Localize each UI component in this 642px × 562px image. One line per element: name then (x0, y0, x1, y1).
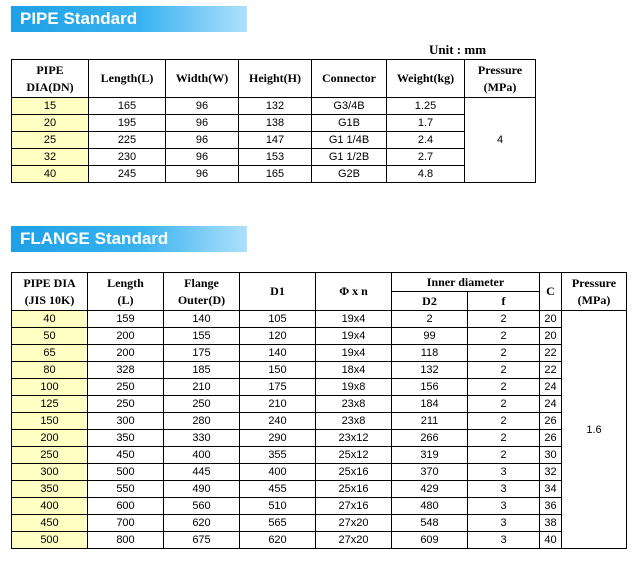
flange-d1-header: D1 (240, 273, 316, 311)
flange-d2-cell: 99 (392, 328, 468, 345)
pipe-width-header: Width(W) (166, 60, 239, 98)
flange-d2-cell: 2 (392, 311, 468, 328)
pipe-weight-cell: 2.7 (387, 149, 465, 166)
pipe-pressure-header (465, 60, 536, 98)
flange-dia-cell: 200 (12, 430, 88, 447)
flange-dia-header-line1: PIPE DIA (23, 275, 76, 290)
flange-f-cell: 2 (468, 447, 540, 464)
flange-pressure-cell: 1.6 (562, 311, 627, 549)
flange-pressure-header-line1: Pressure (571, 275, 617, 290)
flange-f-cell: 2 (468, 430, 540, 447)
pipe-dn-header (12, 60, 89, 98)
flange-c-cell: 22 (540, 362, 562, 379)
flange-dia-cell: 300 (12, 464, 88, 481)
flange-f-cell: 3 (468, 532, 540, 549)
flange-length-cell: 450 (88, 447, 164, 464)
flange-d2-cell: 480 (392, 498, 468, 515)
pipe-width-cell: 96 (166, 115, 239, 132)
flange-c-cell: 32 (540, 464, 562, 481)
pipe-standard-table (11, 59, 536, 183)
flange-dia-cell: 400 (12, 498, 88, 515)
table-row (12, 115, 536, 132)
flange-d2-cell: 132 (392, 362, 468, 379)
flange-d1-cell: 210 (240, 396, 316, 413)
flange-dia-cell: 80 (12, 362, 88, 379)
flange-f-cell: 2 (468, 345, 540, 362)
pipe-pressure-cell: 4 (465, 98, 536, 183)
pipe-connector-cell: G1B (312, 115, 387, 132)
flange-outer-cell: 675 (164, 532, 240, 549)
flange-f-cell: 2 (468, 311, 540, 328)
flange-length-cell: 700 (88, 515, 164, 532)
flange-length-cell: 350 (88, 430, 164, 447)
flange-c-cell: 38 (540, 515, 562, 532)
flange-dia-cell: 50 (12, 328, 88, 345)
table-row (12, 149, 536, 166)
flange-d1-cell: 240 (240, 413, 316, 430)
table-row (12, 464, 627, 481)
flange-d1-cell: 290 (240, 430, 316, 447)
flange-d2-cell: 429 (392, 481, 468, 498)
pipe-standard-title: PIPE Standard (11, 6, 247, 32)
flange-d1-cell: 355 (240, 447, 316, 464)
flange-phi-cell: 19x8 (316, 379, 392, 396)
flange-outer-header-line1: Flange (184, 275, 219, 290)
flange-standard-title: FLANGE Standard (11, 226, 247, 252)
table-row (12, 379, 627, 396)
flange-c-cell: 34 (540, 481, 562, 498)
flange-c-header: C (540, 273, 562, 311)
flange-dia-cell: 100 (12, 379, 88, 396)
table-row (12, 481, 627, 498)
pipe-length-cell: 230 (89, 149, 166, 166)
flange-c-cell: 24 (540, 379, 562, 396)
pipe-dn-cell: 25 (12, 132, 89, 149)
pipe-pressure-header-line2: (MPa) (483, 79, 517, 94)
flange-outer-cell: 140 (164, 311, 240, 328)
pipe-connector-cell: G1 1/2B (312, 149, 387, 166)
flange-outer-cell: 445 (164, 464, 240, 481)
flange-inner-diameter-header: Inner diameter (392, 273, 540, 292)
flange-f-cell: 2 (468, 379, 540, 396)
flange-phi-cell: 25x16 (316, 464, 392, 481)
flange-length-cell: 500 (88, 464, 164, 481)
flange-dia-cell: 65 (12, 345, 88, 362)
pipe-width-cell: 96 (166, 132, 239, 149)
table-row (12, 311, 627, 328)
table-row (12, 447, 627, 464)
flange-phi-cell: 19x4 (316, 311, 392, 328)
flange-f-cell: 3 (468, 481, 540, 498)
flange-d2-header: D2 (392, 292, 468, 311)
flange-outer-cell: 185 (164, 362, 240, 379)
table-row (12, 515, 627, 532)
flange-phi-cell: 23x12 (316, 430, 392, 447)
flange-length-header-line1: Length (107, 275, 144, 290)
flange-dia-cell: 250 (12, 447, 88, 464)
flange-d1-cell: 620 (240, 532, 316, 549)
pipe-table-body (12, 98, 536, 183)
flange-phi-cell: 23x8 (316, 413, 392, 430)
flange-phi-cell: 27x20 (316, 532, 392, 549)
flange-d2-cell: 319 (392, 447, 468, 464)
flange-standard-table (11, 272, 627, 549)
flange-d1-cell: 565 (240, 515, 316, 532)
flange-c-cell: 36 (540, 498, 562, 515)
pipe-dn-cell: 15 (12, 98, 89, 115)
flange-d2-cell: 118 (392, 345, 468, 362)
flange-c-cell: 26 (540, 430, 562, 447)
flange-d2-cell: 548 (392, 515, 468, 532)
flange-c-cell: 40 (540, 532, 562, 549)
flange-outer-cell: 280 (164, 413, 240, 430)
pipe-length-cell: 195 (89, 115, 166, 132)
flange-d1-cell: 140 (240, 345, 316, 362)
pipe-length-cell: 245 (89, 166, 166, 183)
unit-label: Unit : mm (429, 42, 487, 57)
flange-outer-cell: 400 (164, 447, 240, 464)
flange-table-body (12, 311, 627, 549)
pipe-dn-cell: 20 (12, 115, 89, 132)
flange-outer-cell: 155 (164, 328, 240, 345)
pipe-length-header: Length(L) (89, 60, 166, 98)
pipe-dn-header-line2: DIA(DN) (26, 79, 74, 94)
flange-phi-cell: 19x4 (316, 345, 392, 362)
flange-outer-cell: 620 (164, 515, 240, 532)
flange-d1-cell: 150 (240, 362, 316, 379)
flange-d2-cell: 609 (392, 532, 468, 549)
flange-d1-cell: 400 (240, 464, 316, 481)
pipe-weight-header: Weight(kg) (387, 60, 465, 98)
flange-dia-cell: 350 (12, 481, 88, 498)
flange-outer-header-line2: Outer(D) (177, 292, 226, 307)
table-row (12, 498, 627, 515)
flange-dia-cell: 150 (12, 413, 88, 430)
flange-d2-cell: 156 (392, 379, 468, 396)
flange-length-cell: 600 (88, 498, 164, 515)
table-row (12, 132, 536, 149)
flange-length-header-line2: (L) (117, 292, 134, 307)
table-row (12, 166, 536, 183)
pipe-height-cell: 153 (239, 149, 312, 166)
pipe-height-cell: 147 (239, 132, 312, 149)
flange-length-cell: 550 (88, 481, 164, 498)
flange-outer-cell: 250 (164, 396, 240, 413)
flange-d1-cell: 455 (240, 481, 316, 498)
table-row (12, 413, 627, 430)
pipe-width-cell: 96 (166, 149, 239, 166)
flange-phi-cell: 19x4 (316, 328, 392, 345)
pipe-connector-cell: G2B (312, 166, 387, 183)
table-row (12, 328, 627, 345)
flange-phi-cell: 27x20 (316, 515, 392, 532)
pipe-connector-cell: G1 1/4B (312, 132, 387, 149)
flange-f-cell: 3 (468, 464, 540, 481)
flange-c-cell: 30 (540, 447, 562, 464)
flange-dia-header (12, 273, 88, 311)
flange-outer-cell: 560 (164, 498, 240, 515)
flange-outer-cell: 175 (164, 345, 240, 362)
pipe-connector-cell: G3/4B (312, 98, 387, 115)
flange-phi-cell: 27x16 (316, 498, 392, 515)
flange-header-row-1 (12, 273, 627, 292)
flange-length-cell: 250 (88, 379, 164, 396)
flange-phi-header: Φ x n (316, 273, 392, 311)
flange-c-cell: 22 (540, 345, 562, 362)
flange-phi-cell: 23x8 (316, 396, 392, 413)
pipe-height-cell: 132 (239, 98, 312, 115)
flange-d1-cell: 105 (240, 311, 316, 328)
pipe-dn-cell: 32 (12, 149, 89, 166)
flange-length-cell: 328 (88, 362, 164, 379)
flange-outer-cell: 490 (164, 481, 240, 498)
flange-phi-cell: 25x12 (316, 447, 392, 464)
flange-length-cell: 300 (88, 413, 164, 430)
flange-outer-cell: 210 (164, 379, 240, 396)
pipe-dn-header-line1: PIPE (36, 62, 64, 77)
flange-c-cell: 26 (540, 413, 562, 430)
flange-length-cell: 800 (88, 532, 164, 549)
flange-pressure-header (562, 273, 627, 311)
flange-outer-header (164, 273, 240, 311)
pipe-length-cell: 225 (89, 132, 166, 149)
flange-d2-cell: 370 (392, 464, 468, 481)
flange-length-header (88, 273, 164, 311)
pipe-pressure-header-line1: Pressure (477, 62, 523, 77)
flange-length-cell: 250 (88, 396, 164, 413)
flange-length-cell: 200 (88, 345, 164, 362)
flange-d1-cell: 120 (240, 328, 316, 345)
pipe-dn-cell: 40 (12, 166, 89, 183)
table-row (12, 362, 627, 379)
flange-d2-cell: 184 (392, 396, 468, 413)
flange-dia-cell: 450 (12, 515, 88, 532)
pipe-weight-cell: 4.8 (387, 166, 465, 183)
flange-f-cell: 2 (468, 362, 540, 379)
flange-f-cell: 3 (468, 498, 540, 515)
pipe-width-cell: 96 (166, 166, 239, 183)
flange-d2-cell: 211 (392, 413, 468, 430)
pipe-weight-cell: 1.7 (387, 115, 465, 132)
flange-f-cell: 2 (468, 396, 540, 413)
pipe-length-cell: 165 (89, 98, 166, 115)
table-row (12, 98, 536, 115)
flange-length-cell: 200 (88, 328, 164, 345)
flange-phi-cell: 25x16 (316, 481, 392, 498)
flange-f-header: f (468, 292, 540, 311)
flange-outer-cell: 330 (164, 430, 240, 447)
flange-f-cell: 2 (468, 413, 540, 430)
table-row (12, 396, 627, 413)
flange-d1-cell: 510 (240, 498, 316, 515)
flange-c-cell: 20 (540, 311, 562, 328)
flange-dia-header-line2: (JIS 10K) (24, 292, 75, 307)
flange-length-cell: 159 (88, 311, 164, 328)
flange-dia-cell: 125 (12, 396, 88, 413)
flange-f-cell: 2 (468, 328, 540, 345)
pipe-height-cell: 165 (239, 166, 312, 183)
table-row (12, 430, 627, 447)
pipe-width-cell: 96 (166, 98, 239, 115)
table-row (12, 532, 627, 549)
flange-f-cell: 3 (468, 515, 540, 532)
pipe-height-cell: 138 (239, 115, 312, 132)
flange-c-cell: 20 (540, 328, 562, 345)
pipe-weight-cell: 2.4 (387, 132, 465, 149)
flange-dia-cell: 500 (12, 532, 88, 549)
pipe-weight-cell: 1.25 (387, 98, 465, 115)
pipe-connector-header: Connector (312, 60, 387, 98)
flange-dia-cell: 40 (12, 311, 88, 328)
flange-pressure-header-line2: (MPa) (577, 292, 611, 307)
flange-c-cell: 24 (540, 396, 562, 413)
table-row (12, 345, 627, 362)
flange-phi-cell: 18x4 (316, 362, 392, 379)
flange-d1-cell: 175 (240, 379, 316, 396)
pipe-height-header: Height(H) (239, 60, 312, 98)
flange-d2-cell: 266 (392, 430, 468, 447)
pipe-header-row (12, 60, 536, 98)
